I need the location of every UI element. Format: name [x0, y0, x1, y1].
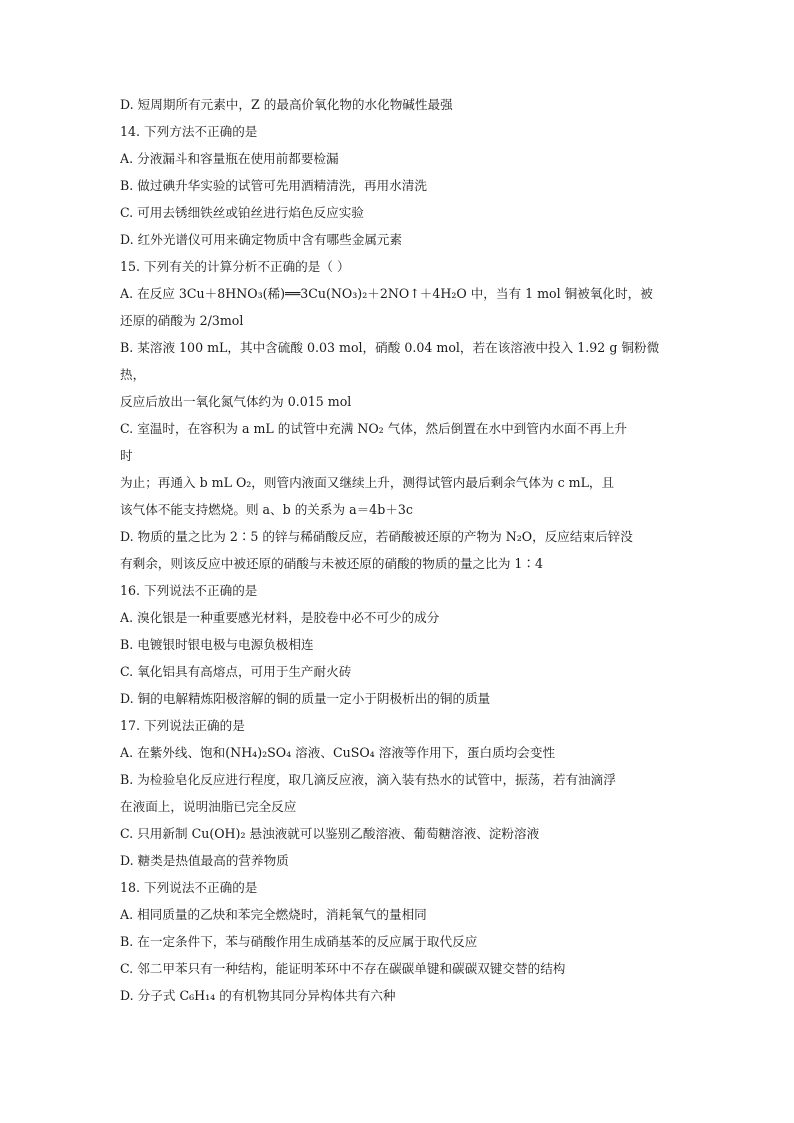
- q18-option-d: D. 分子式 C₆H₁₄ 的有机物其同分异构体共有六种: [120, 988, 396, 1003]
- q14-option-d: D. 红外光谱仪可用来确定物质中含有哪些金属元素: [120, 232, 403, 247]
- q16-stem: 16. 下列说法不正确的是: [120, 583, 258, 598]
- q15-stem: 15. 下列有关的计算分析不正确的是（ ）: [120, 259, 350, 274]
- q15-option-c-line2: 时: [120, 448, 133, 463]
- q17-option-b-line2: 在液面上，说明油脂已完全反应: [120, 799, 297, 814]
- q14-stem: 14. 下列方法不正确的是: [120, 124, 258, 139]
- q15-option-c-line3: 为止；再通入 b mL O₂，则管内液面又继续上升，测得试管内最后剩余气体为 c mL，且: [120, 475, 615, 490]
- q15-option-c-line4: 该气体不能支持燃烧。则 a、b 的关系为 a＝4b＋3c: [120, 502, 413, 517]
- q17-option-a: A. 在紫外线、饱和(NH₄)₂SO₄ 溶液、CuSO₄ 溶液等作用下，蛋白质均会变性: [120, 745, 556, 760]
- q15-option-a-line1: A. 在反应 3Cu＋8HNO₃(稀)══3Cu(NO₃)₂＋2NO↑＋4H₂O 中，当有 1 mol 铜被氧化时，被: [120, 286, 653, 301]
- q14-option-b: B. 做过碘升华实验的试管可先用酒精清洗，再用水清洗: [120, 178, 427, 193]
- q16-option-a: A. 溴化银是一种重要感光材料，是胶卷中必不可少的成分: [120, 610, 440, 625]
- q16-option-b: B. 电镀银时银电极与电源负极相连: [120, 637, 314, 652]
- q13-option-d: D. 短周期所有元素中，Z 的最高价氧化物的水化物碱性最强: [120, 97, 453, 112]
- q18-option-c: C. 邻二甲苯只有一种结构，能证明苯环中不存在碳碳单键和碳碳双键交替的结构: [120, 961, 566, 976]
- q17-option-b-line1: B. 为检验皂化反应进行程度，取几滴反应液，滴入装有热水的试管中，振荡，若有油滴浮: [120, 772, 616, 787]
- q15-option-b-line2: 热，: [120, 367, 146, 382]
- q17-stem: 17. 下列说法正确的是: [120, 718, 245, 733]
- q16-option-d: D. 铜的电解精炼阳极溶解的铜的质量一定小于阴极析出的铜的质量: [120, 691, 491, 706]
- q14-option-a: A. 分液漏斗和容量瓶在使用前都要检漏: [120, 151, 339, 166]
- q15-option-a-line2: 还原的硝酸为 2/3mol: [120, 313, 244, 328]
- q18-stem: 18. 下列说法不正确的是: [120, 880, 258, 895]
- q15-option-d-line2: 有剩余，则该反应中被还原的硝酸与未被还原的硝酸的物质的量之比为 1∶4: [120, 556, 544, 571]
- q16-option-c: C. 氧化铝具有高熔点，可用于生产耐火砖: [120, 664, 352, 679]
- q17-option-d: D. 糖类是热值最高的营养物质: [120, 853, 289, 868]
- q18-option-b: B. 在一定条件下，苯与硝酸作用生成硝基苯的反应属于取代反应: [120, 934, 478, 949]
- q17-option-c: C. 只用新制 Cu(OH)₂ 悬浊液就可以鉴别乙酸溶液、葡萄糖溶液、淀粉溶液: [120, 826, 540, 841]
- q15-option-c-line1: C. 室温时，在容积为 a mL 的试管中充满 NO₂ 气体，然后倒置在水中到管内水面不再上升: [120, 421, 628, 436]
- q18-option-a: A. 相同质量的乙炔和苯完全燃烧时，消耗氧气的量相同: [120, 907, 427, 922]
- q14-option-c: C. 可用去锈细铁丝或铂丝进行焰色反应实验: [120, 205, 364, 220]
- q15-option-d-line1: D. 物质的量之比为 2∶5 的锌与稀硝酸反应，若硝酸被还原的产物为 N₂O，反应结束后锌没: [120, 529, 633, 544]
- q15-option-b-line1: B. 某溶液 100 mL，其中含硫酸 0.03 mol，硝酸 0.04 mol，若在该溶液中投入 1.92 g 铜粉微: [120, 340, 660, 355]
- q15-option-b-line3: 反应后放出一氧化氮气体约为 0.015 mol: [120, 394, 352, 409]
